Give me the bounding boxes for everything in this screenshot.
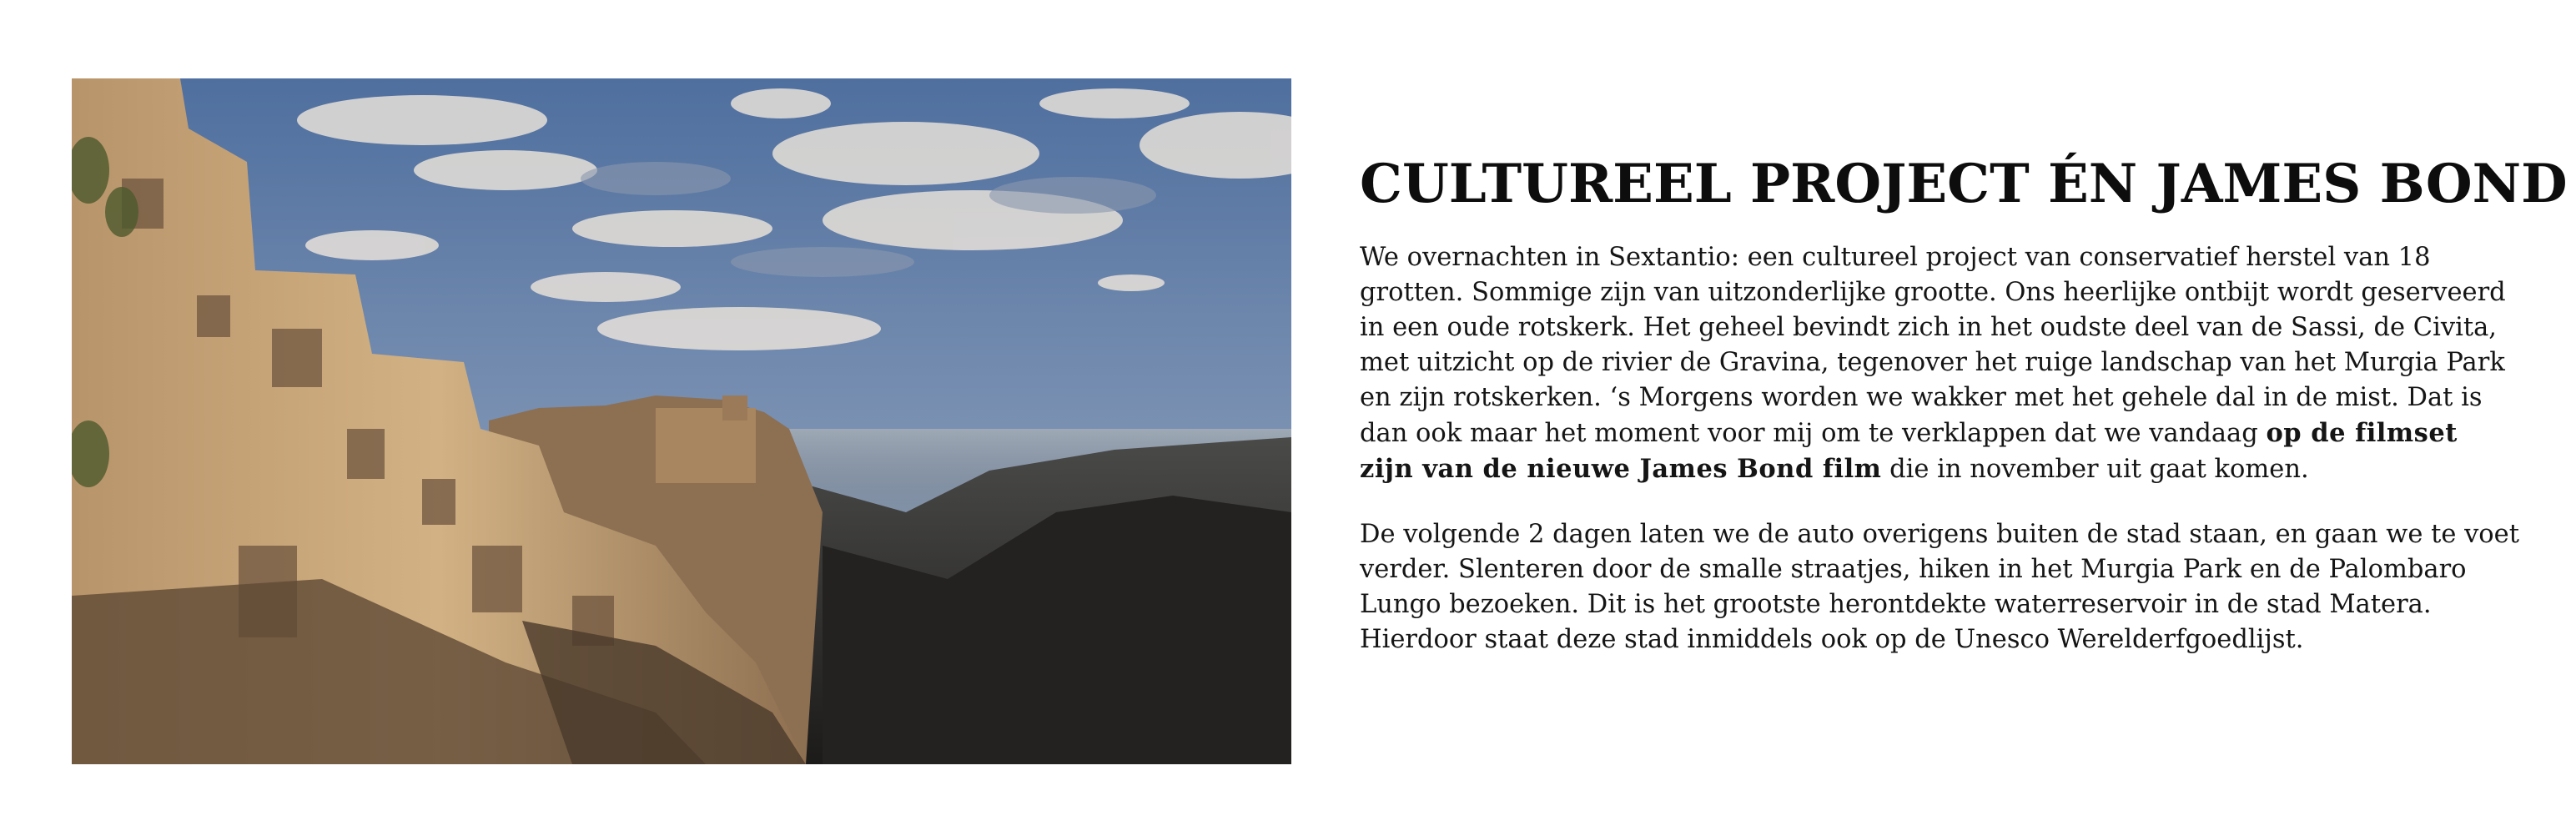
article-photo <box>72 78 1291 764</box>
article-paragraph-2: De volgende 2 dagen laten we de auto overigens buiten de stad staan, en gaan we te voet verder. Slenteren door de smalle straatjes, hiken in het Murgia Park en de Palombaro Lungo bezoeken. Dit is het grootste herontdekte waterreservoir in de stad Matera. Hierdoor staat deze stad inmiddels ook op de Unesco Werelderfgoedlijst. <box>1360 520 2519 654</box>
paragraph-1-bold-highlight: op de filmset zijn van de nieuwe James Bond film <box>1360 418 2458 484</box>
matera-landscape-image <box>72 78 1291 764</box>
article-heading: CULTUREEL PROJECT ÉN JAMES BOND <box>1360 153 2568 215</box>
paragraph-1-text-after: die in november uit gaat komen. <box>1881 455 2309 484</box>
paragraph-1-text-before: We overnachten in Sextantio: een cultureel project van conservatief herstel van 18 grotten. Sommige zijn van uitzonderlijke grootte. Ons heerlijke ontbijt wordt geserveerd in een oude rotskerk. Het geheel bevindt zich in het oudste deel van de Sassi, de Civita, met uitzicht op de rivier de Gravina, tegenover het ruige landschap van het Murgia Park en zijn rotskerken. ‘s Morgens worden we wakker met het gehele dal in de mist. Dat is dan ook maar het moment voor mij om te verklappen dat we vandaag <box>1360 243 2506 448</box>
article-text <box>1360 149 2568 687</box>
article-paragraph-1 <box>1360 240 2519 487</box>
